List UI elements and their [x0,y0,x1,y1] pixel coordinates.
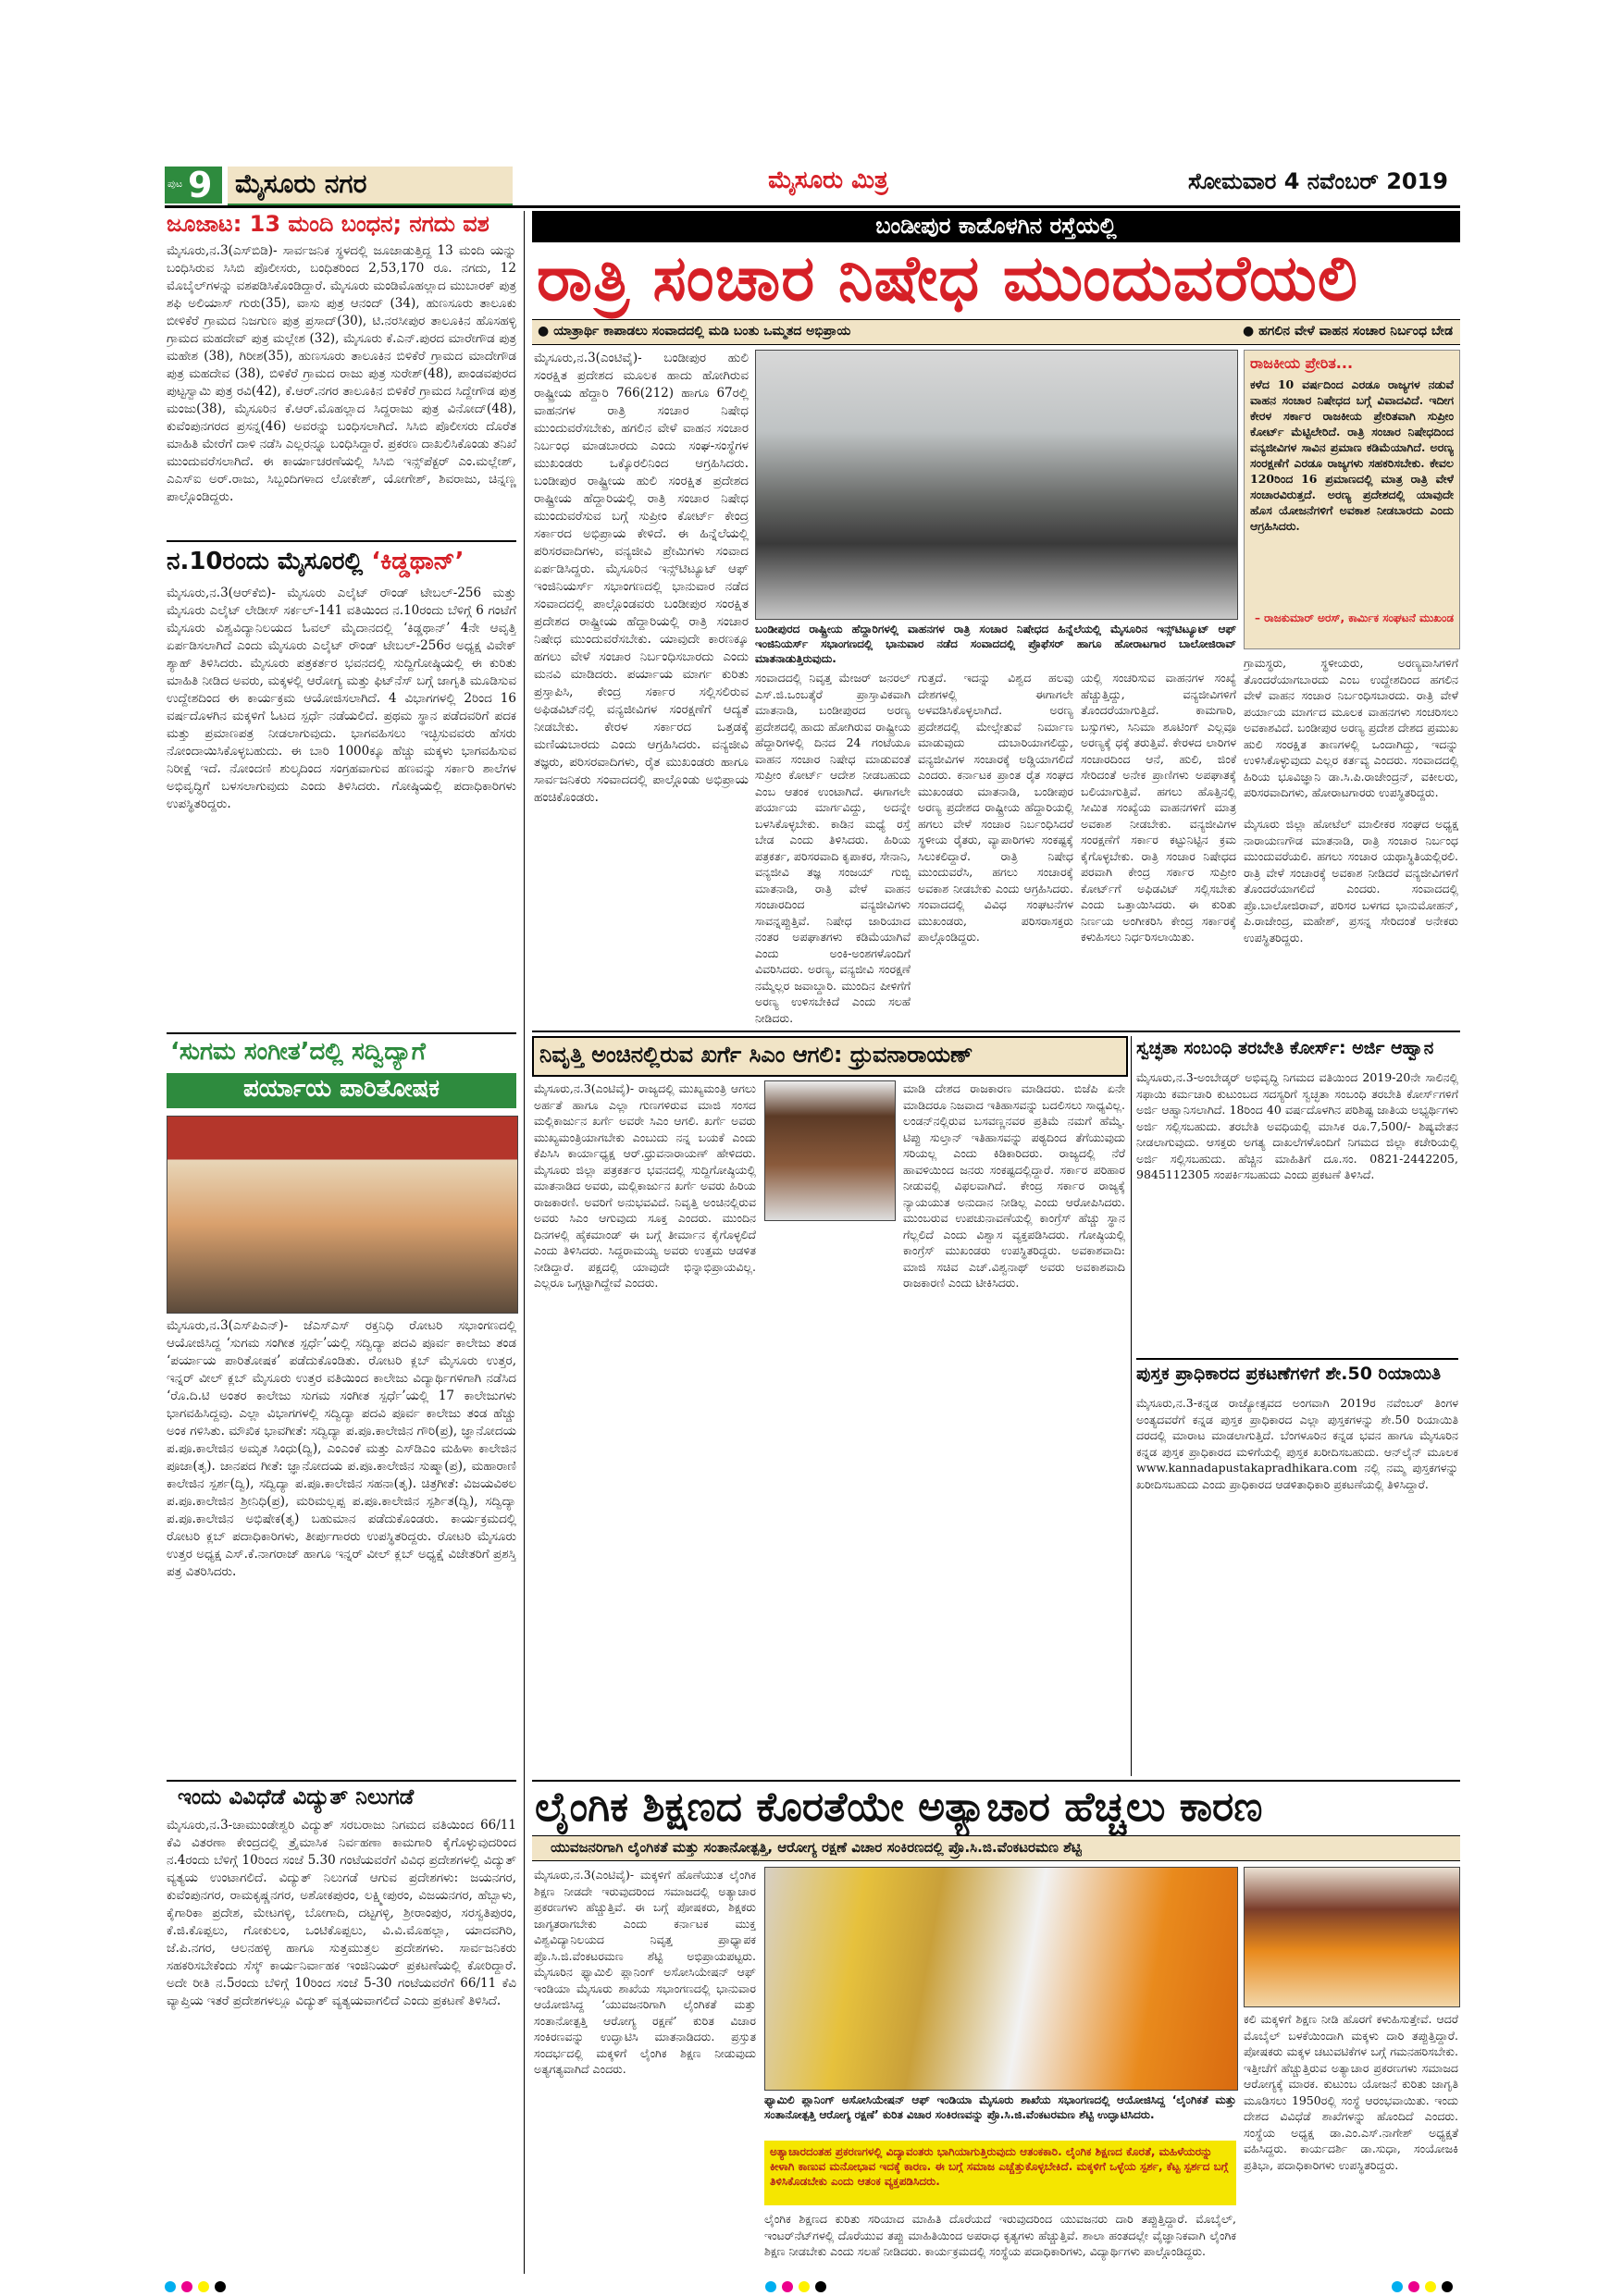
side-box-title: ರಾಜಕೀಯ ಪ್ರೇರಿತ... [1250,354,1354,372]
sexed-quote: ಅತ್ಯಾಚಾರದಂತಹ ಪ್ರಕರಣಗಳಲ್ಲಿ ವಿದ್ಯಾವಂತರು ಭಾಗಿಯಾಗುತ್ತಿರುವುದು ಆತಂಕಕಾರಿ. ಲೈಂಗಿಕ ಶಿಕ್ಷಣದ ಕೊರತೆ, ಮಹಿಳೆಯರನ್ನು ಕೀಳಾಗಿ ಕಾಣುವ ಮನೋಭಾವ ಇದಕ್ಕೆ ಕಾರಣ. ಈ ಬಗ್ಗೆ ಸಮಾಜ ಎಚ್ಚೆತ್ತುಕೊಳ್ಳಬೇಕಿದೆ. ಮಕ್ಕಳಿಗೆ ಒಳ್ಳೆಯ ಸ್ಪರ್ಶ, ಕೆಟ್ಟ ಸ್ಪರ್ಶದ ಬಗ್ಗೆ ತಿಳಿಸಿಕೊಡಬೇಕು ಎಂದು ಆತಂಕ ವ್ಯಕ್ತಪಡಿಸಿದರು. [770,2145,1229,2188]
lead-deck-bar [532,319,1460,345]
registration-marks-left [165,2278,231,2296]
lead-col1: ಮೈಸೂರು,ನ.3(ಎಂಟಿವೈ)- ಬಂಡೀಪುರ ಹುಲಿ ಸಂರಕ್ಷಿತ ಪ್ರದೇಶದ ಮೂಲಕ ಹಾದು ಹೋಗಿರುವ ರಾಷ್ಟ್ರೀಯ ಹೆದ್ದಾರಿ 766(212) ಹಾಗೂ 67ರಲ್ಲಿ ವಾಹನಗಳ ರಾತ್ರಿ ಸಂಚಾರ ನಿಷೇಧ ಮುಂದುವರೆಸಬೇಕು, ಹಗಲಿನ ವೇಳೆ ವಾಹನ ಸಂಚಾರ ನಿರ್ಬಂಧ ಮಾಡಬಾರದು ಎಂದು ಸಂಘ-ಸಂಸ್ಥೆಗಳ ಮುಖಂಡರು ಒಕ್ಕೊರಲಿನಿಂದ ಆಗ್ರಹಿಸಿದರು. ಬಂಡೀಪುರ ರಾಷ್ಟ್ರೀಯ ಹುಲಿ ಸಂರಕ್ಷಿತ ಪ್ರದೇಶದ ರಾಷ್ಟ್ರೀಯ ಹೆದ್ದಾರಿಯಲ್ಲಿ ರಾತ್ರಿ ಸಂಚಾರ ನಿಷೇಧ ಮುಂದುವರೆಸುವ ಬಗ್ಗೆ ಸುಪ್ರೀಂ ಕೋರ್ಟ್ ಕೇಂದ್ರ ಸರ್ಕಾರದ ಅಭಿಪ್ರಾಯ ಕೇಳಿದೆ. ಈ ಹಿನ್ನೆಲೆಯಲ್ಲಿ ಪರಿಸರವಾದಿಗಳು, ವನ್ಯಜೀವಿ ಪ್ರೇಮಿಗಳು ಸಂವಾದ ಏರ್ಪಡಿಸಿದ್ದರು. ಮೈಸೂರಿನ ಇನ್ಸ್‌ಟಿಟ್ಯೂಟ್ ಆಫ್ ಇಂಜಿನಿಯರ್ಸ್ ಸಭಾಂಗಣದಲ್ಲಿ ಭಾನುವಾರ ನಡೆದ ಸಂವಾದದಲ್ಲಿ ಪಾಲ್ಗೊಂಡವರು ಬಂಡೀಪುರ ಸಂರಕ್ಷಿತ ಪ್ರದೇಶದ ರಾಷ್ಟ್ರೀಯ ಹೆದ್ದಾರಿಯಲ್ಲಿ ರಾತ್ರಿ ಸಂಚಾರ ನಿಷೇಧ ಮುಂದುವರೆಸಬೇಕು. ಯಾವುದೇ ಕಾರಣಕ್ಕೂ ಹಗಲು ವೇಳೆ ಸಂಚಾರ ನಿರ್ಬಂಧಿಸಬಾರದು ಎಂದು ಮನವಿ ಮಾಡಿದರು. ಪರ್ಯಾಯ ಮಾರ್ಗ ಕುರಿತು ಪ್ರಸ್ತಾಪಿಸಿ, ಕೇಂದ್ರ ಸರ್ಕಾರ ಸಲ್ಲಿಸಲಿರುವ ಅಫಿಡವಿಟ್‌ನಲ್ಲಿ ವನ್ಯಜೀವಿಗಳ ಸಂರಕ್ಷಣೆಗೆ ಆದ್ಯತೆ ನೀಡಬೇಕು. ಕೇರಳ ಸರ್ಕಾರದ ಒತ್ತಡಕ್ಕೆ ಮಣಿಯಬಾರದು ಎಂದು ಆಗ್ರಹಿಸಿದರು. ವನ್ಯಜೀವಿ ತಜ್ಞರು, ಪರಿಸರವಾದಿಗಳು, ರೈತ ಮುಖಂಡರು ಹಾಗೂ ಸಾರ್ವಜನಿಕರು ಸಂವಾದದಲ್ಲಿ ಪಾಲ್ಗೊಂಡು ಅಭಿಪ್ರಾಯ ಹಂಚಿಕೊಂಡರು. [534,351,749,805]
masthead-rule [165,205,1460,208]
swachhata-headline: ಸ್ವಚ್ಛತಾ ಸಂಬಂಧಿ ತರಬೇತಿ ಕೋರ್ಸ್: ಅರ್ಜಿ ಆಹ್ವಾನ [1136,1038,1434,1058]
kidathon-headline-prefix: ನ.10ರಂದು ಮೈಸೂರಲ್ಲಿ [167,548,372,575]
column-rule [1131,1036,1132,1776]
sexed-deck-bar [532,1835,1460,1861]
swachhata-body: ಮೈಸೂರು,ನ.3-ಅಂಬೇಡ್ಕರ್ ಅಭಿವೃದ್ಧಿ ನಿಗಮದ ವತಿಯಿಂದ 2019-20ನೇ ಸಾಲಿನಲ್ಲಿ ಸಫಾಯಿ ಕರ್ಮಚಾರಿ ಕುಟುಂಬದ ಸದಸ್ಯರಿಗೆ ಸ್ವಚ್ಛತಾ ಸಂಬಂಧಿ ತರಬೇತಿ ಕೋರ್ಸ್‌ಗಳಿಗೆ ಅರ್ಜಿ ಆಹ್ವಾನಿಸಲಾಗಿದೆ. 18ರಿಂದ 40 ವರ್ಷದೊಳಗಿನ ಪರಿಶಿಷ್ಟ ಜಾತಿಯ ಅಭ್ಯರ್ಥಿಗಳು ಅರ್ಜಿ ಸಲ್ಲಿಸಬಹುದು. ತರಬೇತಿ ಅವಧಿಯಲ್ಲಿ ಮಾಸಿಕ ರೂ.7,500/- ಶಿಷ್ಯವೇತನ ನೀಡಲಾಗುವುದು. ಆಸಕ್ತರು ಅಗತ್ಯ ದಾಖಲೆಗಳೊಂದಿಗೆ ನಿಗಮದ ಜಿಲ್ಲಾ ಕಚೇರಿಯಲ್ಲಿ ಅರ್ಜಿ ಸಲ್ಲಿಸಬಹುದು. ಹೆಚ್ಚಿನ ಮಾಹಿತಿಗೆ ದೂ.ಸಂ. 0821-2442205, 9845112305 ಸಂಪರ್ಕಿಸಬಹುದು ಎಂದು ಪ್ರಕಟಣೆ ತಿಳಿಸಿದೆ. [1136,1070,1458,1181]
lead-col5: ಗ್ರಾಮಸ್ಥರು, ಸ್ಥಳೀಯರು, ಅರಣ್ಯವಾಸಿಗಳಿಗೆ ತೊಂದರೆಯಾಗಬಾರದು ಎಂಬ ಉದ್ದೇಶದಿಂದ ಹಗಲಿನ ವೇಳೆ ವಾಹನ ಸಂಚಾರ ನಿರ್ಬಂಧಿಸಬಾರದು. ರಾತ್ರಿ ವೇಳೆ ಪರ್ಯಾಯ ಮಾರ್ಗದ ಮೂಲಕ ವಾಹನಗಳು ಸಂಚರಿಸಲು ಅವಕಾಶವಿದೆ. ಬಂಡೀಪುರ ಅರಣ್ಯ ಪ್ರದೇಶ ದೇಶದ ಪ್ರಮುಖ ಹುಲಿ ಸಂರಕ್ಷಿತ ತಾಣಗಳಲ್ಲಿ ಒಂದಾಗಿದ್ದು, ಇದನ್ನು ಉಳಿಸಿಕೊಳ್ಳುವುದು ಎಲ್ಲರ ಕರ್ತವ್ಯ ಎಂದರು. ಸಂವಾದದಲ್ಲಿ ಹಿರಿಯ ಭೂವಿಜ್ಞಾನಿ ಡಾ.ಸಿ.ಪಿ.ರಾಜೇಂದ್ರನ್, ವಕೀಲರು, ಪರಿಸರವಾದಿಗಳು, ಹೋರಾಟಗಾರರು ಉಪಸ್ಥಿತರಿದ್ದರು. [1244,656,1458,799]
lead-photo [755,350,1238,620]
gambling-headline: ಜೂಜಾಟ: 13 ಮಂದಿ ಬಂಧನ; ನಗದು ವಶ [167,211,489,237]
dhruva-headline: ನಿವೃತ್ತಿ ಅಂಚಿನಲ್ಲಿರುವ ಖರ್ಗೆ ಸಿಎಂ ಆಗಲಿ: ಧ್ರುವನಾರಾಯಣ್ [539,1042,973,1068]
section-title [228,167,513,206]
lead-col2: ಸಂವಾದದಲ್ಲಿ ನಿವೃತ್ತ ಮೇಜರ್ ಜನರಲ್ ಎಸ್.ಜಿ.ಒಂಬತ್ಕೆರೆ ಪ್ರಾಸ್ತಾವಿಕವಾಗಿ ಮಾತನಾಡಿ, ಬಂಡೀಪುರದ ಅರಣ್ಯ ಪ್ರದೇಶದಲ್ಲಿ ಹಾದು ಹೋಗಿರುವ ರಾಷ್ಟ್ರೀಯ ಹೆದ್ದಾರಿಗಳಲ್ಲಿ ದಿನದ 24 ಗಂಟೆಯೂ ವಾಹನ ಸಂಚಾರ ನಿಷೇಧ ಮಾಡುವಂತೆ ಸುಪ್ರೀಂ ಕೋರ್ಟ್ ಆದೇಶ ನೀಡಬಹುದು ಎಂಬ ಆತಂಕ ಉಂಟಾಗಿದೆ. ಈಗಾಗಲೇ ಪರ್ಯಾಯ ಮಾರ್ಗವಿದ್ದು, ಅದನ್ನೇ ಬಳಸಿಕೊಳ್ಳಬೇಕು. ಕಾಡಿನ ಮಧ್ಯೆ ರಸ್ತೆ ಬೇಡ ಎಂದು ತಿಳಿಸಿದರು. ಹಿರಿಯ ಪತ್ರಕರ್ತ, ಪರಿಸರವಾದಿ ಕೃಪಾಕರ, ಸೇನಾನಿ, ವನ್ಯಜೀವಿ ತಜ್ಞ ಸಂಜಯ್ ಗುಬ್ಬಿ ಮಾತನಾಡಿ, ರಾತ್ರಿ ವೇಳೆ ವಾಹನ ಸಂಚಾರದಿಂದ ವನ್ಯಜೀವಿಗಳು ಸಾವನ್ನಪ್ಪುತ್ತಿವೆ. ನಿಷೇಧ ಜಾರಿಯಾದ ನಂತರ ಅಪಘಾತಗಳು ಕಡಿಮೆಯಾಗಿವೆ ಎಂದು ಅಂಕಿ-ಅಂಶಗಳೊಂದಿಗೆ ವಿವರಿಸಿದರು. ಅರಣ್ಯ, ವನ್ಯಜೀವಿ ಸಂರಕ್ಷಣೆ ನಮ್ಮೆಲ್ಲರ ಜವಾಬ್ದಾರಿ. ಮುಂದಿನ ಪೀಳಿಗೆಗೆ ಅರಣ್ಯ ಉಳಿಸಬೇಕಿದೆ ಎಂದು ಸಲಹೆ ನೀಡಿದರು. [755,671,911,1025]
side-box [1244,350,1460,649]
sexed-photo [764,1867,1238,2091]
side-box-byline: – ರಾಜಕುಮಾರ್ ಅರಸ್, ಕಾರ್ಮಿಕ ಸಂಘಟನೆ ಮುಖಂಡ [1254,611,1454,624]
lead-caption: ಬಂಡೀಪುರದ ರಾಷ್ಟ್ರೀಯ ಹೆದ್ದಾರಿಗಳಲ್ಲಿ ವಾಹನಗಳ ರಾತ್ರಿ ಸಂಚಾರ ನಿಷೇಧದ ಹಿನ್ನೆಲೆಯಲ್ಲಿ ಮೈಸೂರಿನ ಇನ್ಸ್‌ಟಿಟ್ಯೂಟ್ ಆಫ್ ಇಂಜಿನಿಯರ್ಸ್ ಸಭಾಂಗಣದಲ್ಲಿ ಭಾನುವಾರ ನಡೆದ ಸಂವಾದದಲ್ಲಿ ಪ್ರೊಫೆಸರ್ ಹಾಗೂ ಹೋರಾಟಗಾರ ಬಾಲೋಜಿರಾವ್ ಮಾತನಾಡುತ್ತಿರುವುದು. [755,623,1236,665]
lead-col4: ಯಲ್ಲಿ ಸಂಚರಿಸುವ ವಾಹನಗಳ ಸಂಖ್ಯೆ ಹೆಚ್ಚುತ್ತಿದ್ದು, ವನ್ಯಜೀವಿಗಳಿಗೆ ತೊಂದರೆಯಾಗುತ್ತಿದೆ. ಕಾಮಗಾರಿ, ಬಸ್ಸುಗಳು, ಸಿನಿಮಾ ಶೂಟಿಂಗ್ ಎಲ್ಲವೂ ಅರಣ್ಯಕ್ಕೆ ಧಕ್ಕೆ ತರುತ್ತಿವೆ. ಕೇರಳದ ಲಾರಿಗಳ ಸಂಚಾರದಿಂದ ಆನೆ, ಹುಲಿ, ಜಿಂಕೆ ಸೇರಿದಂತೆ ಅನೇಕ ಪ್ರಾಣಿಗಳು ಅಪಘಾತಕ್ಕೆ ಬಲಿಯಾಗುತ್ತಿವೆ. ಹಗಲು ಹೊತ್ತಿನಲ್ಲಿ ಸೀಮಿತ ಸಂಖ್ಯೆಯ ವಾಹನಗಳಿಗೆ ಮಾತ್ರ ಅವಕಾಶ ನೀಡಬೇಕು. ವನ್ಯಜೀವಿಗಳ ಸಂರಕ್ಷಣೆಗೆ ಸರ್ಕಾರ ಕಟ್ಟುನಿಟ್ಟಿನ ಕ್ರಮ ಕೈಗೊಳ್ಳಬೇಕು. ರಾತ್ರಿ ಸಂಚಾರ ನಿಷೇಧದ ಪರವಾಗಿ ಕೇಂದ್ರ ಸರ್ಕಾರ ಸುಪ್ರೀಂ ಕೋರ್ಟ್‌ಗೆ ಅಫಿಡವಿಟ್ ಸಲ್ಲಿಸಬೇಕು ಎಂದು ಒತ್ತಾಯಿಸಿದರು. ಈ ಕುರಿತು ನಿರ್ಣಯ ಅಂಗೀಕರಿಸಿ ಕೇಂದ್ರ ಸರ್ಕಾರಕ್ಕೆ ಕಳುಹಿಸಲು ನಿರ್ಧರಿಸಲಾಯಿತು. [1081,671,1236,944]
kidathon-body: ಮೈಸೂರು,ನ.3(ಆರ್‌ಕೆಬಿ)- ಮೈಸೂರು ಎಲೈಟ್ ರೌಂಡ್ ಟೇಬಲ್-256 ಮತ್ತು ಮೈಸೂರು ಎಲೈಟ್ ಲೇಡೀಸ್ ಸರ್ಕಲ್-141 ವತಿಯಿಂದ ನ.10ರಂದು ಬೆಳಿಗ್ಗೆ 6 ಗಂಟೆಗೆ ಮೈಸೂರು ವಿಶ್ವವಿದ್ಯಾನಿಲಯದ ಓವಲ್ ಮೈದಾನದಲ್ಲಿ ‘ಕಿಡ್ಡಥಾನ್’ 4ನೇ ಆವೃತ್ತಿ ಏರ್ಪಡಿಸಲಾಗಿದೆ ಎಂದು ಮೈಸೂರು ಎಲೈಟ್ ರೌಂಡ್ ಟೇಬಲ್-256ರ ಅಧ್ಯಕ್ಷ ವಿವೇಕ್ ಶ್ಯಾಹ್ ತಿಳಿಸಿದರು. ಮೈಸೂರು ಪತ್ರಕರ್ತರ ಭವನದಲ್ಲಿ ಸುದ್ದಿಗೋಷ್ಠಿಯಲ್ಲಿ ಈ ಕುರಿತು ಮಾಹಿತಿ ನೀಡಿದ ಅವರು, ಮಕ್ಕಳಲ್ಲಿ ಆರೋಗ್ಯ ಮತ್ತು ಫಿಟ್‌ನೆಸ್ ಬಗ್ಗೆ ಜಾಗೃತಿ ಮೂಡಿಸುವ ಉದ್ದೇಶದಿಂದ ಈ ಕಾರ್ಯಕ್ರಮ ಆಯೋಜಿಸಲಾಗಿದೆ. 4 ವಿಭಾಗಗಳಲ್ಲಿ 2ರಿಂದ 16 ವರ್ಷದೊಳಗಿನ ಮಕ್ಕಳಿಗೆ ಓಟದ ಸ್ಪರ್ಧೆ ನಡೆಯಲಿದೆ. ಪ್ರಥಮ ಸ್ಥಾನ ಪಡೆದವರಿಗೆ ಪದಕ ಮತ್ತು ಪ್ರಮಾಣಪತ್ರ ನೀಡಲಾಗುವುದು. ಭಾಗವಹಿಸಲು ಇಚ್ಛಿಸುವವರು ಹೆಸರು ನೋಂದಾಯಿಸಿಕೊಳ್ಳಬಹುದು. ಈ ಬಾರಿ 1000ಕ್ಕೂ ಹೆಚ್ಚು ಮಕ್ಕಳು ಭಾಗವಹಿಸುವ ನಿರೀಕ್ಷೆ ಇದೆ. ನೋಂದಣಿ ಶುಲ್ಕದಿಂದ ಸಂಗ್ರಹವಾಗುವ ಹಣವನ್ನು ಸರ್ಕಾರಿ ಶಾಲೆಗಳ ಅಭಿವೃದ್ಧಿಗೆ ಬಳಸಲಾಗುವುದು ಎಂದು ತಿಳಿಸಿದರು. ಗೋಷ್ಠಿಯಲ್ಲಿ ಪದಾಧಿಕಾರಿಗಳು ಉಪಸ್ಥಿತರಿದ್ದರು. [167,586,516,811]
registration-marks-right [1392,2278,1458,2296]
sexed-deck: ಯುವಜನರಿಗಾಗಿ ಲೈಂಗಿಕತೆ ಮತ್ತು ಸಂತಾನೋತ್ಪತ್ತಿ, ಆರೋಗ್ಯ ರಕ್ಷಣೆ ವಿಚಾರ ಸಂಕಿರಣದಲ್ಲಿ ಪ್ರೊ.ಸಿ.ಜಿ.ವೆಂಕಟರಮಣ ಶೆಟ್ಟಿ [551,1839,1082,1856]
lead-kicker-text: ಬಂಡೀಪುರ ಕಾಡೊಳಗಿನ ರಸ್ತೆಯಲ್ಲಿ [875,213,1117,239]
side-box-body: ಕಳೆದ 10 ವರ್ಷದಿಂದ ಎರಡೂ ರಾಜ್ಯಗಳ ನಡುವೆ ವಾಹನ ಸಂಚಾರ ನಿಷೇಧದ ಬಗ್ಗೆ ವಿವಾದವಿದೆ. ಇದೀಗ ಕೇರಳ ಸರ್ಕಾರ ರಾಜಕೀಯ ಪ್ರೇರಿತವಾಗಿ ಸುಪ್ರೀಂ ಕೋರ್ಟ್ ಮೆಟ್ಟಿಲೇರಿದೆ. ರಾತ್ರಿ ಸಂಚಾರ ನಿಷೇಧದಿಂದ ವನ್ಯಜೀವಿಗಳ ಸಾವಿನ ಪ್ರಮಾಣ ಕಡಿಮೆಯಾಗಿದೆ. ಅರಣ್ಯ ಸಂರಕ್ಷಣೆಗೆ ಎರಡೂ ರಾಜ್ಯಗಳು ಸಹಕರಿಸಬೇಕು. ಕೇವಲ 120ರಿಂದ 16 ಪ್ರಮಾಣದಲ್ಲಿ ಮಾತ್ರ ರಾತ್ರಿ ವೇಳೆ ಸಂಚಾರವಿರುತ್ತದೆ. ಅರಣ್ಯ ಪ್ರದೇಶದಲ್ಲಿ ಯಾವುದೇ ಹೊಸ ಯೋಜನೆಗಳಿಗೆ ಅವಕಾಶ ನೀಡಬಾರದು ಎಂದು ಆಗ್ರಹಿಸಿದರು. [1250,377,1454,533]
sugama-headline-banner [167,1073,516,1108]
divider [167,1780,516,1782]
dhruva-col1: ಮೈಸೂರು,ನ.3(ಎಂಟಿವೈ)- ರಾಜ್ಯದಲ್ಲಿ ಮುಖ್ಯಮಂತ್ರಿ ಆಗಲು ಅರ್ಹತೆ ಹಾಗೂ ಎಲ್ಲಾ ಗುಣಗಳಿರುವ ಮಾಜಿ ಸಂಸದ ಮಲ್ಲಿಕಾರ್ಜುನ ಖರ್ಗೆ ಅವರೇ ಸಿಎಂ ಆಗಲಿ. ಖರ್ಗೆ ಅವರು ಮುಖ್ಯಮಂತ್ರಿಯಾಗಬೇಕು ಎಂಬುದು ನನ್ನ ಬಯಕೆ ಎಂದು ಕೆಪಿಸಿಸಿ ಕಾರ್ಯಾಧ್ಯಕ್ಷ ಆರ್.ಧ್ರುವನಾರಾಯಣ್ ಹೇಳಿದರು. ಮೈಸೂರು ಜಿಲ್ಲಾ ಪತ್ರಕರ್ತರ ಭವನದಲ್ಲಿ ಸುದ್ದಿಗೋಷ್ಠಿಯಲ್ಲಿ ಮಾತನಾಡಿದ ಅವರು, ಮಲ್ಲಿಕಾರ್ಜುನ ಖರ್ಗೆ ಅವರು ಹಿರಿಯ ರಾಜಕಾರಣಿ. ಅವರಿಗೆ ಅನುಭವವಿದೆ. ನಿವೃತ್ತಿ ಅಂಚಿನಲ್ಲಿರುವ ಅವರು ಸಿಎಂ ಆಗುವುದು ಸೂಕ್ತ ಎಂದರು. ಮುಂದಿನ ದಿನಗಳಲ್ಲಿ ಹೈಕಮಾಂಡ್ ಈ ಬಗ್ಗೆ ತೀರ್ಮಾನ ಕೈಗೊಳ್ಳಲಿದೆ ಎಂದು ತಿಳಿಸಿದರು. ಸಿದ್ದರಾಮಯ್ಯ ಅವರು ಉತ್ತಮ ಆಡಳಿತ ನೀಡಿದ್ದಾರೆ. ಪಕ್ಷದಲ್ಲಿ ಯಾವುದೇ ಭಿನ್ನಾಭಿಪ್ರಾಯವಿಲ್ಲ. ಎಲ್ಲರೂ ಒಗ್ಗಟ್ಟಾಗಿದ್ದೇವೆ ಎಂದರು. [534,1081,756,1290]
sugama-photo [167,1116,518,1314]
side-box-right-col: ಮೈಸೂರು ಜಿಲ್ಲಾ ಹೋಟೆಲ್ ಮಾಲೀಕರ ಸಂಘದ ಅಧ್ಯಕ್ಷ ನಾರಾಯಣಗೌಡ ಮಾತನಾಡಿ, ರಾತ್ರಿ ಸಂಚಾರ ನಿರ್ಬಂಧ ಮುಂದುವರೆಯಲಿ. ಹಗಲು ಸಂಚಾರ ಯಥಾಸ್ಥಿತಿಯಲ್ಲಿರಲಿ. ರಾತ್ರಿ ವೇಳೆ ಸಂಚಾರಕ್ಕೆ ಅವಕಾಶ ನೀಡಿದರೆ ವನ್ಯಜೀವಿಗಳಿಗೆ ತೊಂದರೆಯಾಗಲಿದೆ ಎಂದರು. ಸಂವಾದದಲ್ಲಿ ಪ್ರೊ.ಬಾಲೋಜಿರಾವ್, ಪರಿಸರ ಬಳಗದ ಭಾನುಮೋಹನ್, ಪಿ.ರಾಜೇಂದ್ರ, ಮಹೇಶ್, ಪ್ರಸನ್ನ ಸೇರಿದಂತೆ ಅನೇಕರು ಉಪಸ್ಥಿತರಿದ್ದರು. [1244,817,1458,944]
gambling-body: ಮೈಸೂರು,ನ.3(ಎಸ್‌ಬಿಡಿ)- ಸಾರ್ವಜನಿಕ ಸ್ಥಳದಲ್ಲಿ ಜೂಜಾಡುತ್ತಿದ್ದ 13 ಮಂದಿ ಯನ್ನು ಬಂಧಿಸಿರುವ ಸಿಸಿಬಿ ಪೊಲೀಸರು, ಬಂಧಿತರಿಂದ 2,53,170 ರೂ. ನಗದು, 12 ಮೊಬೈಲ್‌ಗಳನ್ನು ವಶಪಡಿಸಿಕೊಂಡಿದ್ದಾರೆ. ಮೈಸೂರು ಮಂಡಿಮೊಹಲ್ಲಾದ ಮುಬಾರಕ್ ಪುತ್ರ ಶಫಿ ಅಲಿಯಾಸ್ ಗುರು(35), ವಾಸು ಪುತ್ರ ಆನಂದ್ (34), ಹುಣಸೂರು ತಾಲೂಕು ಬೀಳಿಕೆರೆ ಗ್ರಾಮದ ನಿಜಗುಣ ಪುತ್ರ ಪ್ರಸಾದ್(30), ಟಿ.ನರಸೀಪುರ ತಾಲೂಕಿನ ಹೊಸಹಳ್ಳಿ ಗ್ರಾಮದ ಮಹದೇವ್ ಪುತ್ರ ಮಲ್ಲೇಶ (32), ಮೈಸೂರು ಕೆ.ಎನ್.ಪುರದ ಮಾರೇಗೌಡ ಪುತ್ರ ಮಹೇಶ (38), ಗಿರೀಶ(35), ಹುಣಸೂರು ತಾಲೂಕಿನ ಬಿಳಿಕೆರೆ ಗ್ರಾಮದ ಮಾದೇಗೌಡ ಪುತ್ರ ಮಹದೇವ (38), ಬಿಳಿಕೆರೆ ಗ್ರಾಮದ ರಾಜು ಪುತ್ರ ಸುರೇಶ್(48), ಪಾಂಡವಪುರದ ಪುಟ್ಟಸ್ವಾಮಿ ಪುತ್ರ ರವಿ(42), ಕೆ.ಆರ್.ನಗರ ತಾಲೂಕಿನ ಬಿಳಿಕೆರೆ ಗ್ರಾಮದ ಸಿದ್ದೇಗೌಡ ಪುತ್ರ ಮಂಜು(38), ಮೈಸೂರಿನ ಕೆ.ಆರ್.ಮೊಹಲ್ಲಾದ ಸಿದ್ದರಾಜು ಪುತ್ರ ವಿನೋದ್(48), ಕುವೆಂಪುನಗರದ ಪ್ರಸನ್ನ(46) ಅವರನ್ನು ಬಂಧಿಸಲಾಗಿದೆ. ಸಿಸಿಬಿ ಪೊಲೀಸರು ದೊರೆತ ಮಾಹಿತಿ ಮೇರೆಗೆ ದಾಳಿ ನಡೆಸಿ ಎಲ್ಲರನ್ನೂ ಬಂಧಿಸಿದ್ದಾರೆ. ಪ್ರಕರಣ ದಾಖಲಿಸಿಕೊಂಡು ತನಿಖೆ ಮುಂದುವರೆಸಲಾಗಿದೆ. ಈ ಕಾರ್ಯಾಚರಣೆಯಲ್ಲಿ ಸಿಸಿಬಿ ಇನ್ಸ್‌ಪೆಕ್ಟರ್ ಎಂ.ಮಲ್ಲೇಶ್, ಎಎಸ್ಐ ಅರ್.ರಾಜು, ಸಿಬ್ಬಂದಿಗಳಾದ ಲೋಕೇಶ್, ಯೋಗೇಶ್, ಶಿವರಾಜು, ಚಿನ್ನಣ್ಣ ಪಾಲ್ಗೊಂಡಿದ್ದರು. [167,243,516,504]
divider [167,1032,516,1034]
issue-date: ಸೋಮವಾರ 4 ನವೆಂಬರ್ 2019 [1188,168,1448,194]
page-number-box [165,167,222,204]
divider [1136,1358,1458,1360]
dhruva-headline-box [532,1036,1128,1077]
sexed-quote-box [764,2141,1236,2205]
sugama-headline-line2: ಪರ್ಯಾಯ ಪಾರಿತೋಷಕ [243,1075,440,1103]
paper-name: ಮೈಸೂರು ಮಿತ್ರ [768,167,888,194]
divider [532,1780,1460,1782]
sexed-col2: ಲೈಂಗಿಕ ಶಿಕ್ಷಣದ ಕುರಿತು ಸರಿಯಾದ ಮಾಹಿತಿ ದೊರೆಯದೆ ಇರುವುದರಿಂದ ಯುವಜನರು ದಾರಿ ತಪ್ಪುತ್ತಿದ್ದಾರೆ. ಮೊಬೈಲ್, ಇಂಟರ್‌ನೆಟ್‌ಗಳಲ್ಲಿ ದೊರೆಯುವ ತಪ್ಪು ಮಾಹಿತಿಯಿಂದ ಅಪರಾಧ ಕೃತ್ಯಗಳು ಹೆಚ್ಚುತ್ತಿವೆ. ಶಾಲಾ ಹಂತದಲ್ಲೇ ವೈಜ್ಞಾನಿಕವಾಗಿ ಲೈಂಗಿಕ ಶಿಕ್ಷಣ ನೀಡಬೇಕು ಎಂದು ಸಲಹೆ ನೀಡಿದರು. ಕಾರ್ಯಕ್ರಮದಲ್ಲಿ ಸಂಸ್ಥೆಯ ಪದಾಧಿಕಾರಿಗಳು, ವಿದ್ಯಾರ್ಥಿಗಳು ಪಾಲ್ಗೊಂಡಿದ್ದರು. [764,2212,1236,2258]
sexed-headline: ಲೈಂಗಿಕ ಶಿಕ್ಷಣದ ಕೊರತೆಯೇ ಅತ್ಯಾಚಾರ ಹೆಚ್ಚಲು ಕಾರಣ [535,1784,1263,1831]
pustaka-body: ಮೈಸೂರು,ನ.3-ಕನ್ನಡ ರಾಜ್ಯೋತ್ಸವದ ಅಂಗವಾಗಿ 2019ರ ನವೆಂಬರ್ ತಿಂಗಳ ಅಂತ್ಯದವರೆಗೆ ಕನ್ನಡ ಪುಸ್ತಕ ಪ್ರಾಧಿಕಾರದ ಎಲ್ಲಾ ಪುಸ್ತಕಗಳನ್ನು ಶೇ.50 ರಿಯಾಯಿತಿ ದರದಲ್ಲಿ ಮಾರಾಟ ಮಾಡಲಾಗುತ್ತಿದೆ. ಬೆಂಗಳೂರಿನ ಕನ್ನಡ ಭವನ ಹಾಗೂ ಮೈಸೂರಿನ ಕನ್ನಡ ಪುಸ್ತಕ ಪ್ರಾಧಿಕಾರದ ಮಳಿಗೆಯಲ್ಲಿ ಪುಸ್ತಕ ಖರೀದಿಸಬಹುದು. ಆನ್‌ಲೈನ್ ಮೂಲಕ www.kannadapustakapradhikara.com ನಲ್ಲಿ ನಮ್ಮ ಪುಸ್ತಕಗಳನ್ನು ಖರೀದಿಸಬಹುದು ಎಂದು ಪ್ರಾಧಿಕಾರದ ಆಡಳಿತಾಧಿಕಾರಿ ಪ್ರಕಟಣೆಯಲ್ಲಿ ತಿಳಿಸಿದ್ದಾರೆ. [1136,1396,1458,1491]
sugama-headline-line1: ‘ಸುಗಮ ಸಂಗೀತ’ದಲ್ಲಿ ಸದ್ವಿದ್ಯಾಗೆ [170,1038,426,1066]
sugama-body: ಮೈಸೂರು,ನ.3(ಎಸ್‌ಪಿಎನ್)- ಜೆಎಸ್‌ಎಸ್ ರಕ್ತನಿಧಿ ರೋಟರಿ ಸಭಾಂಗಣದಲ್ಲಿ ಆಯೋಜಿಸಿದ್ದ ‘ಸುಗಮ ಸಂಗೀತ ಸ್ಪರ್ಧೆ’ಯಲ್ಲಿ ಸದ್ವಿದ್ಯಾ ಪದವಿ ಪೂರ್ವ ಕಾಲೇಜು ತಂಡ ‘ಪರ್ಯಾಯ ಪಾರಿತೋಷಕ’ ಪಡೆದುಕೊಂಡಿತು. ರೋಟರಿ ಕ್ಲಬ್ ಮೈಸೂರು ಉತ್ತರ, ಇನ್ನರ್ ವೀಲ್ ಕ್ಲಬ್ ಮೈಸೂರು ಉತ್ತರ ವತಿಯಿಂದ ಕಾಲೇಜು ವಿದ್ಯಾರ್ಥಿಗಳಿಗಾಗಿ ನಡೆಸಿದ ‘ರೊ.ದಿ.ಟಿ ಅಂತರ ಕಾಲೇಜು ಸುಗಮ ಸಂಗೀತ ಸ್ಪರ್ಧೆ’ಯಲ್ಲಿ 17 ಕಾಲೇಜುಗಳು ಭಾಗವಹಿಸಿದ್ದವು. ಎಲ್ಲಾ ವಿಭಾಗಗಳಲ್ಲಿ ಸದ್ವಿದ್ಯಾ ಪದವಿ ಪೂರ್ವ ಕಾಲೇಜು ತಂಡ ಹೆಚ್ಚು ಅಂಕ ಗಳಿಸಿತು. ಮೌಖಿಕ ಭಾವಗೀತೆ: ಸದ್ವಿದ್ಯಾ ಪ.ಪೂ.ಕಾಲೇಜಿನ ಗೌರಿ(ಪ್ರ), ಜ್ಞಾನೋದಯ ಪ.ಪೂ.ಕಾಲೇಜಿನ ಅಮೃತ ಸಿಂಧು(ದ್ವಿ), ಎಂಎಂಕೆ ಮತ್ತು ಎಸ್‌ಡಿಎಂ ಮಹಿಳಾ ಕಾಲೇಜಿನ ಪೂಜಾ(ತೃ). ಜಾನಪದ ಗೀತೆ: ಜ್ಞಾನೋದಯ ಪ.ಪೂ.ಕಾಲೇಜಿನ ಸುಷ್ಮಾ(ಪ್ರ), ಮಹಾರಾಣಿ ಕಾಲೇಜಿನ ಸ್ಪರ್ಶ(ದ್ವಿ), ಸದ್ವಿದ್ಯಾ ಪ.ಪೂ.ಕಾಲೇಜಿನ ಸಹನಾ(ತೃ). ಚಿತ್ರಗೀತೆ: ವಿಜಯವಿಠಲ ಪ.ಪೂ.ಕಾಲೇಜಿನ ಶ್ರೀನಿಧಿ(ಪ್ರ), ಮರಿಮಲ್ಲಪ್ಪ ಪ.ಪೂ.ಕಾಲೇಜಿನ ಸ್ಪರ್ಶಿತ(ದ್ವಿ), ಸದ್ವಿದ್ಯಾ ಪ.ಪೂ.ಕಾಲೇಜಿನ ಅಭಿಷೇಕ(ತೃ) ಬಹುಮಾನ ಪಡೆದುಕೊಂಡರು. ಕಾರ್ಯಕ್ರಮದಲ್ಲಿ ರೋಟರಿ ಕ್ಲಬ್ ಪದಾಧಿಕಾರಿಗಳು, ತೀರ್ಪುಗಾರರು ಉಪಸ್ಥಿತರಿದ್ದರು. ರೋಟರಿ ಮೈಸೂರು ಉತ್ತರ ಅಧ್ಯಕ್ಷ ಎಸ್.ಕೆ.ನಾಗರಾಜ್ ಹಾಗೂ ಇನ್ನರ್ ವೀಲ್ ಕ್ಲಬ್ ಅಧ್ಯಕ್ಷೆ ವಿಜೇತರಿಗೆ ಪ್ರಶಸ್ತಿ ಪತ್ರ ವಿತರಿಸಿದರು. [167,1318,516,1579]
lead-kicker [532,211,1460,242]
sexed-col1: ಮೈಸೂರು,ನ.3(ಎಂಟಿವೈ)- ಮಕ್ಕಳಿಗೆ ಹೊಣೆಯುತ ಲೈಂಗಿಕ ಶಿಕ್ಷಣ ನೀಡದೇ ಇರುವುದರಿಂದ ಸಮಾಜದಲ್ಲಿ ಅತ್ಯಾಚಾರ ಪ್ರಕರಣಗಳು ಹೆಚ್ಚುತ್ತಿವೆ. ಈ ಬಗ್ಗೆ ಪೋಷಕರು, ಶಿಕ್ಷಕರು ಜಾಗೃತರಾಗಬೇಕು ಎಂದು ಕರ್ನಾಟಕ ಮುಕ್ತ ವಿಶ್ವವಿದ್ಯಾನಿಲಯದ ನಿವೃತ್ತ ಪ್ರಾಧ್ಯಾಪಕ ಪ್ರೊ.ಸಿ.ಜಿ.ವೆಂಕಟರಮಣ ಶೆಟ್ಟಿ ಅಭಿಪ್ರಾಯಪಟ್ಟರು. ಮೈಸೂರಿನ ಫ್ಯಾಮಿಲಿ ಪ್ಲಾನಿಂಗ್ ಅಸೋಸಿಯೇಷನ್ ಆಫ್ ಇಂಡಿಯಾ ಮೈಸೂರು ಶಾಖೆಯ ಸಭಾಂಗಣದಲ್ಲಿ ಭಾನುವಾರ ಆಯೋಜಿಸಿದ್ದ ‘ಯುವಜನರಿಗಾಗಿ ಲೈಂಗಿಕತೆ ಮತ್ತು ಸಂತಾನೋತ್ಪತ್ತಿ ಆರೋಗ್ಯ ರಕ್ಷಣೆ’ ಕುರಿತ ವಿಚಾರ ಸಂಕಿರಣವನ್ನು ಉದ್ಘಾಟಿಸಿ ಮಾತನಾಡಿದರು. ಪ್ರಸ್ತುತ ಸಂದರ್ಭದಲ್ಲಿ ಮಕ್ಕಳಿಗೆ ಲೈಂಗಿಕ ಶಿಕ್ಷಣ ನೀಡುವುದು ಅತ್ಯಗತ್ಯವಾಗಿದೆ ಎಂದರು. [534,1868,756,2076]
kidathon-headline-highlight: ‘ಕಿಡ್ಡಥಾನ್’ [371,548,465,575]
sexed-caption: ಫ್ಯಾಮಿಲಿ ಪ್ಲಾನಿಂಗ್ ಅಸೋಸಿಯೇಷನ್ ಆಫ್ ಇಂಡಿಯಾ ಮೈಸೂರು ಶಾಖೆಯ ಸಭಾಂಗಣದಲ್ಲಿ ಆಯೋಜಿಸಿದ್ದ ‘ಲೈಂಗಿಕತೆ ಮತ್ತು ಸಂತಾನೋತ್ಪತ್ತಿ ಆರೋಗ್ಯ ರಕ್ಷಣೆ’ ಕುರಿತ ವಿಚಾರ ಸಂಕಿರಣವನ್ನು ಪ್ರೊ.ಸಿ.ಜಿ.ವೆಂಕಟರಮಣ ಶೆಟ್ಟಿ ಉದ್ಘಾಟಿಸಿದರು. [764,2093,1236,2121]
pustaka-headline: ಪುಸ್ತಕ ಪ್ರಾಧಿಕಾರದ ಪ್ರಕಟಣೆಗಳಿಗೆ ಶೇ.50 ರಿಯಾಯಿತಿ [1136,1364,1442,1384]
divider [532,1031,1460,1032]
sexed-col-right: ಕಲಿ ಮಕ್ಕಳಿಗೆ ಶಿಕ್ಷಣ ನೀಡಿ ಹೊರಗೆ ಕಳುಹಿಸುತ್ತೇವೆ. ಆದರೆ ಮೊಬೈಲ್ ಬಳಕೆಯಿಂದಾಗಿ ಮಕ್ಕಳು ದಾರಿ ತಪ್ಪುತ್ತಿದ್ದಾರೆ. ಪೋಷಕರು ಮಕ್ಕಳ ಚಟುವಟಿಕೆಗಳ ಬಗ್ಗೆ ಗಮನಹರಿಸಬೇಕು. ಇತ್ತೀಚೆಗೆ ಹೆಚ್ಚುತ್ತಿರುವ ಅತ್ಯಾಚಾರ ಪ್ರಕರಣಗಳು ಸಮಾಜದ ಆರೋಗ್ಯಕ್ಕೆ ಮಾರಕ. ಕುಟುಂಬ ಯೋಜನೆ ಕುರಿತು ಜಾಗೃತಿ ಮೂಡಿಸಲು 1950ರಲ್ಲಿ ಸಂಸ್ಥೆ ಆರಂಭವಾಯಿತು. ಇಂದು ದೇಶದ ವಿವಿಧೆಡೆ ಶಾಖೆಗಳನ್ನು ಹೊಂದಿದೆ ಎಂದರು. ಸಂಸ್ಥೆಯ ಅಧ್ಯಕ್ಷ ಡಾ.ಎಂ.ಎಸ್.ನಾಗೇಶ್ ಅಧ್ಯಕ್ಷತೆ ವಹಿಸಿದ್ದರು. ಕಾರ್ಯದರ್ಶಿ ಡಾ.ಸುಧಾ, ಸಂಯೋಜಕಿ ಪ್ರತಿಭಾ, ಪದಾಧಿಕಾರಿಗಳು ಉಪಸ್ಥಿತರಿದ್ದರು. [1244,2012,1458,2172]
lead-col3: ಗುತ್ತದೆ. ಇದನ್ನು ವಿಶ್ವದ ಹಲವು ದೇಶಗಳಲ್ಲಿ ಈಗಾಗಲೇ ಅಳವಡಿಸಿಕೊಳ್ಳಲಾಗಿದೆ. ಅರಣ್ಯ ಪ್ರದೇಶದಲ್ಲಿ ಮೇಲ್ಸೇತುವೆ ನಿರ್ಮಾಣ ಮಾಡುವುದು ದುಬಾರಿಯಾಗಲಿದ್ದು, ವನ್ಯಜೀವಿಗಳ ಸಂಚಾರಕ್ಕೆ ಅಡ್ಡಿಯಾಗಲಿದೆ ಎಂದರು. ಕರ್ನಾಟಕ ಪ್ರಾಂತ ರೈತ ಸಂಘದ ಮುಖಂಡರು ಮಾತನಾಡಿ, ಬಂಡೀಪುರ ಅರಣ್ಯ ಪ್ರದೇಶದ ರಾಷ್ಟ್ರೀಯ ಹೆದ್ದಾರಿಯಲ್ಲಿ ಹಗಲು ವೇಳೆ ಸಂಚಾರ ನಿರ್ಬಂಧಿಸಿದರೆ ಸ್ಥಳೀಯ ರೈತರು, ವ್ಯಾಪಾರಿಗಳು ಸಂಕಷ್ಟಕ್ಕೆ ಸಿಲುಕಲಿದ್ದಾರೆ. ರಾತ್ರಿ ನಿಷೇಧ ಮುಂದುವರೆಸಿ, ಹಗಲು ಸಂಚಾರಕ್ಕೆ ಅವಕಾಶ ನೀಡಬೇಕು ಎಂದು ಆಗ್ರಹಿಸಿದರು. ಸಂವಾದದಲ್ಲಿ ವಿವಿಧ ಸಂಘಟನೆಗಳ ಮುಖಂಡರು, ಪರಿಸರಾಸಕ್ತರು ಪಾಲ್ಗೊಂಡಿದ್ದರು. [918,671,1073,944]
lead-deck-b: ● ಹಗಲಿನ ವೇಳೆ ವಾಹನ ಸಂಚಾರ ನಿರ್ಬಂಧ ಬೇಡ [1243,324,1453,339]
sexed-side-photo [1244,1867,1460,2007]
column-rule [524,211,525,2274]
registration-marks-center [765,2278,832,2296]
section-label: ಮೈಸೂರು ನಗರ [235,168,367,199]
power-body: ಮೈಸೂರು,ನ.3-ಚಾಮುಂಡೇಶ್ವರಿ ವಿದ್ಯುತ್ ಸರಬರಾಜು ನಿಗಮದ ವತಿಯಿಂದ 66/11 ಕೆವಿ ವಿತರಣಾ ಕೇಂದ್ರದಲ್ಲಿ ತ್ರೈಮಾಸಿಕ ನಿರ್ವಹಣಾ ಕಾಮಗಾರಿ ಕೈಗೊಳ್ಳುವುದರಿಂದ ನ.4ರಂದು ಬೆಳಿಗ್ಗೆ 10ರಿಂದ ಸಂಜೆ 5.30 ಗಂಟೆಯವರೆಗೆ ವಿವಿಧ ಪ್ರದೇಶಗಳಲ್ಲಿ ವಿದ್ಯುತ್ ವ್ಯತ್ಯಯ ಉಂಟಾಗಲಿದೆ. ವಿದ್ಯುತ್ ನಿಲುಗಡೆ ಆಗುವ ಪ್ರದೇಶಗಳು: ಜಯನಗರ, ಕುವೆಂಪುನಗರ, ರಾಮಕೃಷ್ಣನಗರ, ಅಶೋಕಪುರಂ, ಲಕ್ಷ್ಮೀಪುರಂ, ವಿಜಯನಗರ, ಹೆಬ್ಬಾಳು, ಕೈಗಾರಿಕಾ ಪ್ರದೇಶ, ಮೇಟಗಳ್ಳಿ, ಬೋಗಾದಿ, ದಟ್ಟಗಳ್ಳಿ, ಶ್ರೀರಾಂಪುರ, ಸರಸ್ವತಿಪುರಂ, ಕೆ.ಜಿ.ಕೊಪ್ಪಲು, ಗೋಕುಲಂ, ಒಂಟಿಕೊಪ್ಪಲು, ವಿ.ವಿ.ಮೊಹಲ್ಲಾ, ಯಾದವಗಿರಿ, ಜೆ.ಪಿ.ನಗರ, ಆಲನಹಳ್ಳಿ ಹಾಗೂ ಸುತ್ತಮುತ್ತಲ ಪ್ರದೇಶಗಳು. ಸಾರ್ವಜನಿಕರು ಸಹಕರಿಸಬೇಕೆಂದು ಸೆಸ್ಕ್ ಕಾರ್ಯನಿರ್ವಾಹಕ ಇಂಜಿನಿಯರ್ ಪ್ರಕಟಣೆಯಲ್ಲಿ ಕೋರಿದ್ದಾರೆ. ಅದೇ ರೀತಿ ನ.5ರಂದು ಬೆಳಿಗ್ಗೆ 10ರಿಂದ ಸಂಜೆ 5-30 ಗಂಟೆಯವರೆಗೆ 66/11 ಕೆವಿ ವ್ಯಾಪ್ತಿಯ ಇತರೆ ಪ್ರದೇಶಗಳಲ್ಲೂ ವಿದ್ಯುತ್ ವ್ಯತ್ಯಯವಾಗಲಿದೆ ಎಂದು ಪ್ರಕಟಣೆ ತಿಳಿಸಿದೆ. [167,1818,516,2008]
page-label: ಪುಟ [167,178,183,190]
kidathon-headline [167,548,465,576]
power-headline: ಇಂದು ವಿವಿಧೆಡೆ ವಿದ್ಯುತ್ ನಿಲುಗಡೆ [178,1785,415,1809]
lead-headline: ರಾತ್ರಿ ಸಂಚಾರ ನಿಷೇಧ ಮುಂದುವರೆಯಲಿ [537,242,1359,315]
lead-deck-a: ● ಯಾತ್ರಾರ್ಥಿ ಕಾಪಾಡಲು ಸಂವಾದದಲ್ಲಿ ಮಡಿ ಬಂತು ಒಮ್ಮತದ ಅಭಿಪ್ರಾಯ [538,324,851,339]
page-number: 9 [188,165,213,205]
dhruva-portrait [764,1080,896,1221]
dhruva-col2: ಮಾಡಿ ದೇಶದ ರಾಜಕಾರಣ ಮಾಡಿದರು. ಬಿಜೆಪಿ ಏನೇ ಮಾಡಿದರೂ ನಿಜವಾದ ಇತಿಹಾಸವನ್ನು ಬದಲಿಸಲು ಸಾಧ್ಯವಿಲ್ಲ. ಲಂಡನ್‌ನಲ್ಲಿರುವ ಬಸವಣ್ಣನವರ ಪ್ರತಿಮೆ ನಮಗೆ ಹೆಮ್ಮೆ. ಟಿಪ್ಪು ಸುಲ್ತಾನ್ ಇತಿಹಾಸವನ್ನು ಪಠ್ಯದಿಂದ ತೆಗೆಯುವುದು ಸರಿಯಲ್ಲ ಎಂದು ಕಿಡಿಕಾರಿದರು. ರಾಜ್ಯದಲ್ಲಿ ನೆರೆ ಹಾವಳಿಯಿಂದ ಜನರು ಸಂಕಷ್ಟದಲ್ಲಿದ್ದಾರೆ. ಸರ್ಕಾರ ಪರಿಹಾರ ನೀಡುವಲ್ಲಿ ವಿಫಲವಾಗಿದೆ. ಕೇಂದ್ರ ಸರ್ಕಾರ ರಾಜ್ಯಕ್ಕೆ ನ್ಯಾಯಯುತ ಅನುದಾನ ನೀಡಿಲ್ಲ ಎಂದು ಆರೋಪಿಸಿದರು. ಮುಂಬರುವ ಉಪಚುನಾವಣೆಯಲ್ಲಿ ಕಾಂಗ್ರೆಸ್ ಹೆಚ್ಚು ಸ್ಥಾನ ಗೆಲ್ಲಲಿದೆ ಎಂದು ವಿಶ್ವಾಸ ವ್ಯಕ್ತಪಡಿಸಿದರು. ಗೋಷ್ಠಿಯಲ್ಲಿ ಕಾಂಗ್ರೆಸ್ ಮುಖಂಡರು ಉಪಸ್ಥಿತರಿದ್ದರು. ಅವಕಾಶವಾದಿ: ಮಾಜಿ ಸಚಿವ ಎಚ್.ವಿಶ್ವನಾಥ್ ಅವರು ಅವಕಾಶವಾದಿ ರಾಜಕಾರಣಿ ಎಂದು ಟೀಕಿಸಿದರು. [903,1081,1125,1290]
divider [167,540,516,542]
